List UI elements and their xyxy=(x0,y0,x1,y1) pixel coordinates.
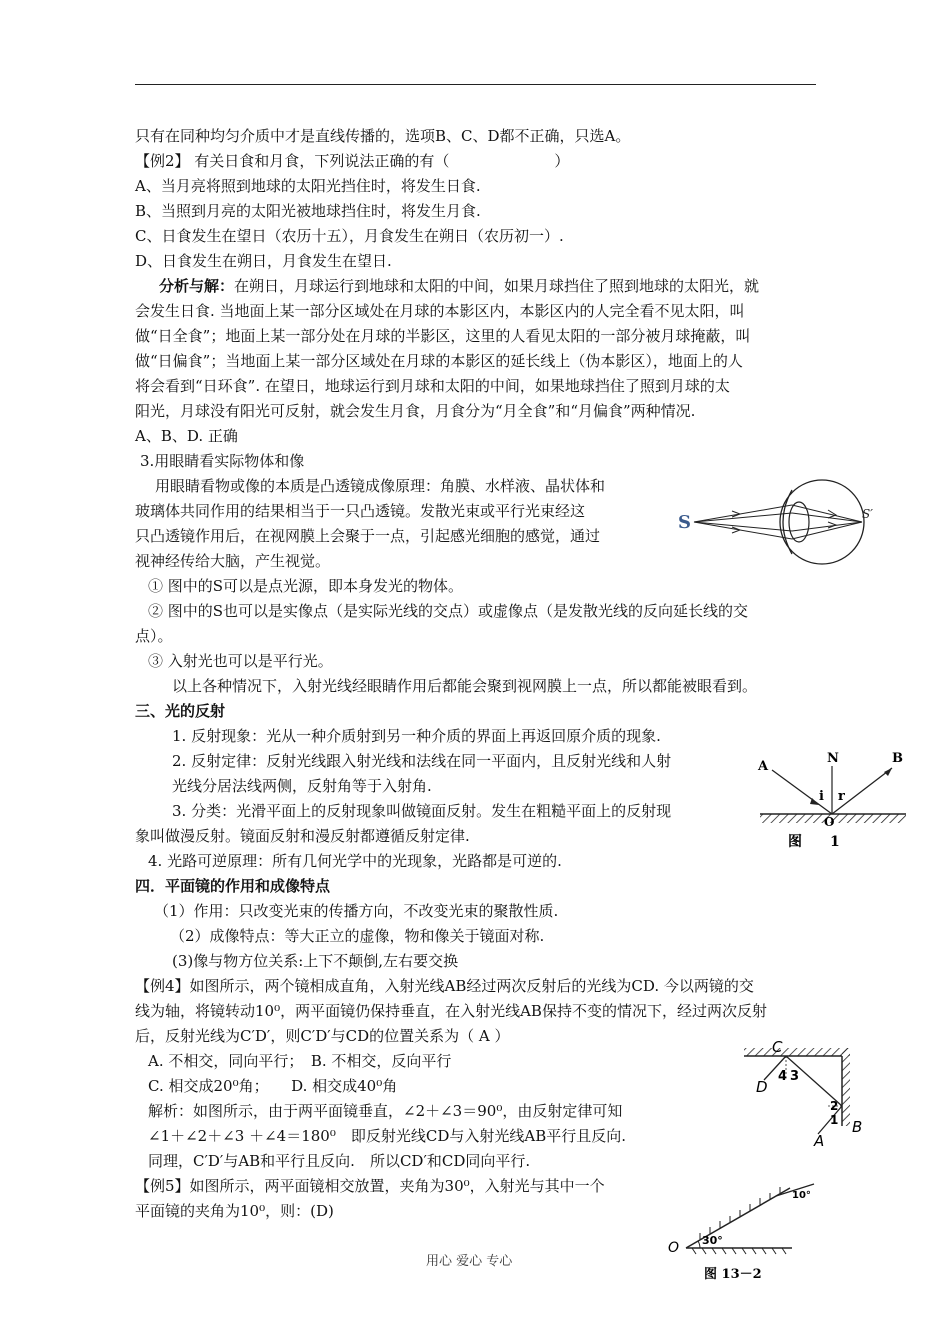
example-4-options-ab: A. 不相交，同向平行； B. 不相交，反向平行 xyxy=(148,1052,452,1070)
text-line: 以上各种情况下，入射光线经眼睛作用后都能会聚到视网膜上一点，所以都能被眼看到。 xyxy=(172,677,758,695)
label-r: r xyxy=(838,789,845,804)
text-line: （1）作用：只改变光束的传播方向，不改变光束的聚散性质. xyxy=(154,902,559,920)
text-line: 2. 反射定律：反射光线跟入射光线和法线在同一平面内，且反射光线和人射 xyxy=(172,752,672,770)
label-1: 1 xyxy=(830,1113,839,1127)
text-line: ∠1＋∠2＋∠3 ＋∠4＝180⁰ 即反射光线CD与入射光线AB平行且反向. xyxy=(148,1127,626,1145)
text-line: 后，反射光线为C′D′，则C′D′与CD的位置关系为（ A ） xyxy=(135,1027,510,1045)
text-line: 视神经传给大脑，产生视觉。 xyxy=(135,552,331,570)
analysis-heading: 分析与解： xyxy=(159,277,235,295)
label-a: A xyxy=(758,759,769,774)
reflection-diagram xyxy=(752,748,914,853)
text-line: 阳光，月球没有阳光可反射，就会发生月食，月食分为“月全食”和“月偏食”两种情况. xyxy=(135,402,696,420)
option-b: B、当照到月亮的太阳光被地球挡住时，将发生月食. xyxy=(135,202,481,220)
label-3: 3 xyxy=(790,1069,800,1084)
header-rule xyxy=(135,84,816,85)
text-line: 3. 分类：光滑平面上的反射现象叫做镜面反射。发生在粗糙平面上的反射现 xyxy=(172,802,672,820)
eye-s-label: S xyxy=(678,512,691,533)
label-angle-30: 30° xyxy=(702,1234,723,1247)
analysis-text: 在朔日，月球运行到地球和太阳的中间，如果月球挡住了照到地球的太阳光，就 xyxy=(234,277,760,295)
label-b2: B xyxy=(852,1118,863,1136)
section-heading-mirror: 四．平面镜的作用和成像特点 xyxy=(135,877,331,895)
text-line: (3)像与物方位关系:上下不颠倒,左右要交换 xyxy=(172,952,459,970)
text-line: 象叫做漫反射。镜面反射和漫反射都遵循反射定律. xyxy=(135,827,470,845)
section-heading-eye: 3.用眼睛看实际物体和像 xyxy=(140,452,305,470)
text-line: 将会看到“日环食”. 在望日，地球运行到月球和太阳的中间，如果地球挡住了照到月球的太 xyxy=(135,377,730,395)
label-n: N xyxy=(827,751,839,766)
text-line: 4. 光路可逆原理：所有几何光学中的光现象，光路都是可逆的. xyxy=(148,852,562,870)
label-c: C xyxy=(772,1038,783,1056)
label-a2: A xyxy=(814,1132,825,1150)
figure-1-caption: 图 1 xyxy=(788,834,840,850)
label-i: i xyxy=(819,789,824,804)
label-d: D xyxy=(756,1078,768,1096)
light-rays xyxy=(694,505,862,539)
point-2: ② 图中的S也可以是实像点（是实际光线的交点）或虚像点（是发散光线的反向延长线的交 xyxy=(148,602,749,620)
text-line: 会发生日食. 当地面上某一部分区域处在月球的本影区内，本影区内的人完全看不见太阳，叫 xyxy=(135,302,745,320)
text-line: （2）成像特点：等大正立的虚像，物和像关于镜面对称. xyxy=(170,927,545,945)
option-d: D、日食发生在朔日，月食发生在望日. xyxy=(135,252,392,270)
text-line: 同理，C′D′与AB和平行且反向. 所以CD′和CD同向平行. xyxy=(148,1152,531,1170)
text-line: 做“日全食”；地面上某一部分处在月球的半影区，这里的人看见太阳的一部分被月球掩蔽，叫 xyxy=(135,327,751,345)
example-5-question: 【例5】如图所示，两平面镜相交放置，夹角为30⁰，入射光与其中一个 xyxy=(135,1177,605,1195)
text-line: 用眼睛看物或像的本质是凸透镜成像原理：角膜、水样液、晶状体和 xyxy=(155,477,606,495)
example-4-question: 【例4】如图所示，两个镜相成直角，入射光线AB经过两次反射后的光线为CD. 今以两镜的交 xyxy=(135,977,754,995)
label-o2: O xyxy=(668,1240,680,1256)
text-line: 点）。 xyxy=(135,627,173,645)
analysis-line xyxy=(135,276,759,296)
label-2: 2 xyxy=(830,1099,839,1113)
text-line: 解析：如图所示，由于两平面镜垂直，∠2＋∠3＝90⁰，由反射定律可知 xyxy=(148,1102,623,1120)
text-line: 线为轴，将镜转动10⁰，两平面镜仍保持垂直，在入射光线AB保持不变的情况下，经过两次反射 xyxy=(135,1002,767,1020)
cornea-arc xyxy=(783,490,792,554)
section-heading-reflection: 三、光的反射 xyxy=(135,702,226,720)
option-a: A、当月亮将照到地球的太阳光挡住时，将发生日食. xyxy=(135,177,481,195)
label-b: B xyxy=(892,751,903,766)
text-line: 玻璃体共同作用的结果相当于一只凸透镜。发散光束或平行光束经这 xyxy=(135,502,586,520)
wedge-mirror-diagram xyxy=(664,1176,824,1284)
eye-s-prime-label: S′ xyxy=(862,507,873,521)
eye-diagram xyxy=(672,478,892,570)
eyeball-outline xyxy=(780,480,864,564)
text-line: 平面镜的夹角为10⁰，则：(D) xyxy=(135,1202,334,1220)
text-line: 只凸透镜作用后，在视网膜上会聚于一点，引起感光细胞的感觉，通过 xyxy=(135,527,601,545)
text-line: 光线分居法线两侧，反射角等于入射角. xyxy=(172,777,432,795)
example-4-options-cd: C. 相交成20⁰角； D. 相交成40⁰角 xyxy=(148,1077,398,1095)
label-4: 4 xyxy=(778,1069,788,1084)
page-footer: 用心 爱心 专心 xyxy=(426,1254,513,1269)
figure-13-2-caption: 图 13－2 xyxy=(704,1267,762,1282)
corner-mirror-diagram xyxy=(734,1034,874,1152)
text-line: 做“日偏食”；当地面上某一部分区域处在月球的本影区的延长线上（伪本影区），地面上的人 xyxy=(135,352,743,370)
label-angle-10: 10° xyxy=(792,1190,811,1201)
point-3: ③ 入射光也可以是平行光。 xyxy=(148,652,333,670)
text-line: 1. 反射现象：光从一种介质射到另一种介质的界面上再返回原介质的现象. xyxy=(172,727,661,745)
answer-line: A、B、D. 正确 xyxy=(135,427,238,445)
option-c: C、日食发生在望日（农历十五），月食发生在朔日（农历初一）. xyxy=(135,227,564,245)
text-line: 只有在同种均匀介质中才是直线传播的，选项B、C、D都不正确，只选A。 xyxy=(135,127,631,145)
point-1: ① 图中的S可以是点光源，即本身发光的物体。 xyxy=(148,577,464,595)
label-o: O xyxy=(824,815,835,829)
example-2-question: 【例2】 有关日食和月食，下列说法正确的有（ ） xyxy=(135,152,570,170)
